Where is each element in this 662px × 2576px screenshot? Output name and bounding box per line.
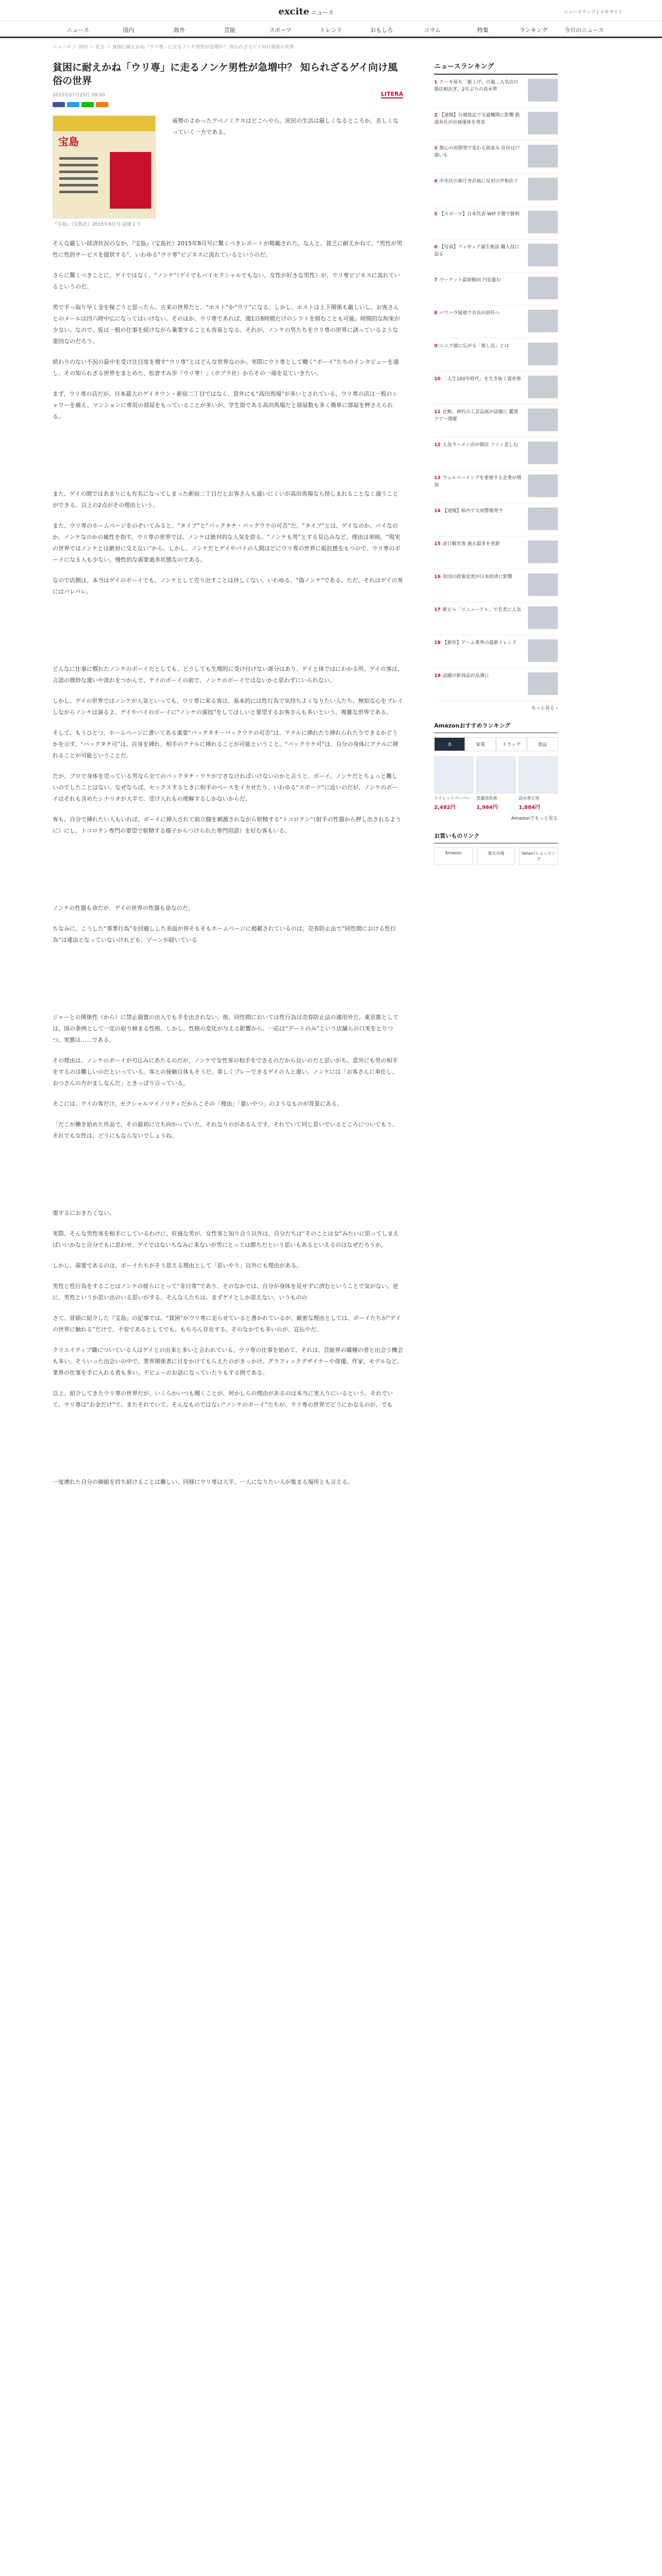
article-paragraph: まず、ウリ専の店だが、日本最大のゲイタウン・新宿二丁目ではなく、意外にも“高田馬場”が多いとされている。ウリ専の店は一般のシャワーを備え、マンションに専用の部屋をもっていることが多いが、学生街である高田馬場だと部屋数も多く簡単に部屋を押さえられる。: [53, 391, 398, 420]
article-paragraph: クリエイティブ職についている人はゲイとの出来と多いと言われている。ウリ専の仕事を始めて、それは、芸能界の職種の者と出会う機会も多い。そういった出会いの中で、業界関係者に目をかけてもらえたのがきっかけ、グラフィックデザイナーや俳優、作家、モデルなど、業界の仕事を手に入れる者も多い。デビューのお話になっていたりもする例である。: [53, 1347, 403, 1376]
article-paragraph: さて、冒頭に紹介した『宝島』の記事では、“貧困”がウリ専に走らせていると書かれているが、厳密な理由としては、ボーイたちが“ゲイの世界に触れる”だけで、不安であるとしてでも、もちろん存在する。そのなかでも多いのが、宣伝やだ。: [53, 1315, 401, 1333]
article-paragraph: そして、もうひとつ、ホームページに書いてある重要“バックタチ・バックウケの可否”は、アナルに挿れたり挿れられたりできるかどうかを示す。“バックタチ可”は、自身を挿れ、相手のアナルに挿れることが可能ということ。“バックウケ可”は、自分の身体にアナルに挿れることが可能ということだ。: [53, 730, 399, 759]
shop-link-amazon[interactable]: Amazon: [434, 848, 473, 865]
ad-space: [53, 1411, 403, 1467]
ad-space: [53, 946, 403, 1003]
article-paragraph: どんなに仕事に慣れたノンケのボーイだとしても、どうしても生理的に受け付けない部分はあり、ゲイと体ではにわかる所。ゲイの客は、言語の微妙な違いや流れをつかんで、ゲイのボーイの前で、ノンケのボーイではないかと思わずにいられない。: [53, 666, 403, 684]
article-paragraph: なので店側は、本当はゲイのボーイでも、ノンケとして売り出すことは珍しくない。いわゆる、“偽ノンケ”である。ただ、それはゲイの客にはバレバレ。: [53, 577, 403, 595]
nav-item[interactable]: コラム: [423, 27, 441, 33]
ranking-thumbnail: [528, 145, 558, 167]
nav-item[interactable]: 芸能: [224, 27, 236, 33]
article-paragraph: また、ウリ専のホームページをのぞいてみると、“タイプ”と“バックタチ・バックウケの可否”だ。“タイプ”とは、ゲイなのか、バイなのか、ノンケなのかの属性を指す。ウリ専の世界では、ノンケは絶対的な人気を誇る。“ノンケも男”とする見込みなど、理由は単純。“現実の世界ではノンケとは絶対に交えない”から。しかし、ノンケだとゲイやバイの人間ほどにウリ専の世界に抵抗感をもつので、ウリ専のボーイになる人も少ない。慢性的な需要過多状態なのである。: [53, 522, 401, 563]
article-paragraph: その理由は、ノンケのボーイが刃込みにあたるのだが、ノンケで女性客の相手をできるのだから良いのだと思いがち。意外にも男の相手をするのは難しいのだといっている。客との接触自体もそうだ。楽しくプレーできるゲイの人と違い、ノンケには「お客さんに奉仕し、おつさんの方がましなんだ」ときっぱり言っている。: [53, 1057, 398, 1087]
ranking-item[interactable]: 10 「人生100年時代」を生き抜く資産術: [434, 371, 558, 404]
article-title: 貧困に耐えかね「ウリ専」に走るノンケ男性が急増中？ 知られざるゲイ向け風俗の世界: [53, 62, 398, 87]
article-paragraph: そこには、ゲイの客だけ、セクシャルマイノリティだからこその「理由」「悪いやつ」のようなものが背景にある。: [53, 1100, 343, 1107]
nav-item[interactable]: ランキング: [519, 27, 548, 33]
ranking-thumbnail: [528, 244, 558, 266]
tab-food[interactable]: 食品: [527, 737, 558, 751]
ad-space: [53, 422, 403, 479]
ranking-thumbnail: [528, 540, 558, 563]
article-paragraph: しかし、ゲイの世界ではノンケが人気といっても、ウリ専に来る客は、基本的には性行為で気持ちよくなりたい人たち。無知な心をプレイしながらノンケは演るよ、ゲイやバイのボーイに“ノンケの演技”をしてほしいと要望するお客さんも多いという。複雑な世界である。: [53, 698, 403, 716]
top-links[interactable]: ニュースマップ | エキサイト: [563, 10, 623, 15]
tab-electronics[interactable]: 家電: [465, 737, 496, 751]
logo-suffix: ニュース: [311, 9, 334, 16]
line-share-icon[interactable]: [81, 102, 94, 107]
shop-links: [434, 848, 558, 865]
ranking-thumbnail: [528, 507, 558, 530]
amazon-tabs: [434, 737, 558, 751]
article-paragraph: 「だこが働き始めた作品で、その最初に立ち向かっていた、それなりのがあるんです。それでいて同じ思いでいるところについてもう、それでも女性は、どうにもならないでしょうね。: [53, 1121, 398, 1139]
amazon-products: [434, 756, 558, 810]
product-image: [519, 756, 558, 793]
article-paragraph: そんな厳しい経済状況のなか、『宝島』（宝島社）2015年8月号に驚くべきレポートが掲載された。なんと、貧乏に耐えかねて、“男性が男性に性的サービスを提供する”、いわゆる“ウリ専”ビジネスに流れているというのだ。: [53, 240, 403, 258]
magazine-cover-image: 宝島: [53, 115, 156, 218]
ranking-thumbnail: [528, 606, 558, 629]
nav-item[interactable]: 特集: [477, 27, 489, 33]
ranking-item[interactable]: 3 都心の再開発で変わる街並み 住民は戸惑いも: [434, 141, 558, 174]
sidebar: [434, 61, 558, 865]
nav-item[interactable]: 国内: [123, 27, 135, 33]
nav-item[interactable]: スポーツ: [269, 27, 292, 33]
share-buttons: [53, 102, 403, 107]
product-image: [434, 756, 473, 793]
ranking-thumbnail: [528, 310, 558, 332]
source-logo[interactable]: LITERA: [380, 91, 403, 97]
ranking-item[interactable]: 4 中央区の新庁舎計画に反対の声相次ぐ: [434, 174, 558, 207]
ranking-thumbnail: [528, 573, 558, 596]
ranking-item[interactable]: 12 人気ラーメン店が閉店 ファン悲しむ: [434, 437, 558, 470]
ranking-list: [434, 75, 558, 701]
article-paragraph: ちなみに、こうした“事業行為”を回避しした表面が皆そもそもホームページに掲載されているのは、売春防止法で“同性間における性行為”は違法となっていないけれども、ゾーンが続いている: [53, 925, 396, 943]
ranking-item[interactable]: 7 マーケット最新動向 円安進む: [434, 273, 558, 306]
article-paragraph: だが、プロで身体を売っている男なら全てのバックタチ・ウケができなければいけないのかと言うと、ボーイ、ノンケだとちょっと難しいのでしたことはない。なぜならぱ、セックスするときに相手のペースをイカせたり、いわゆる“スポーツ”に近いのだが、ノンケのボーイはそれも含めたシナリオが大半で、受け入れもの理解するしかないからだ。: [53, 773, 398, 802]
ranking-thumbnail: [528, 442, 558, 464]
tab-books[interactable]: 本: [434, 737, 465, 751]
ranking-heading: ニュースランキング: [434, 61, 558, 75]
article-paragraph: 男で手っ取り早く金を稼ごうと思ったら、古来の世界だと、“ホスト”か“ウリ”になる。しかし、ホストは上下関係も厳しいし、お客さんとのメールは四六時中広になってはいけない。そのほか、ウリ専であれば、週1日8時間だけのシフトを組むことも可能。時間的な拘束が少ない。なので、仮は一般の仕事を続けながら兼業することも容易となる。それが、ノンケの男たちをウリ専の世界に誘っているような要因なのだろう。: [53, 304, 400, 345]
article: [53, 61, 403, 1488]
shop-link-rakuten[interactable]: 楽天市場: [477, 848, 516, 865]
ad-space: [53, 598, 403, 654]
ranking-item[interactable]: 11 比較、神代の工芸品展が話題に 鑑賞ツアー開催: [434, 404, 558, 437]
logo-text: excite: [278, 6, 309, 17]
ranking-thumbnail: [528, 376, 558, 398]
ad-space: [53, 837, 403, 893]
product-card[interactable]: 詰め替え用 1,884円: [519, 756, 558, 810]
nav-item[interactable]: ニュース: [67, 27, 89, 33]
ranking-thumbnail: [528, 343, 558, 365]
amazon-more-link[interactable]: Amazonでもっと見る: [511, 816, 558, 821]
ranking-item[interactable]: 5 【スポーツ】日本代表 W杯予選で勝利: [434, 207, 558, 240]
article-paragraph: また、ゲイの間ではあまりにも有名になってしまった新宿二丁目だとお客さんも通いにくいが高田馬場なら怪しまれることなく通うことができる。以上の2点がその理由という。: [53, 490, 399, 509]
lead-paragraph: 威勢のよかったアベノミクスはどこへやら。庶民の生活は厳しくなるところか、苦しくなっていく一方である。: [172, 117, 399, 135]
main-nav: [0, 21, 662, 38]
ranking-thumbnail: [528, 672, 558, 695]
ranking-item[interactable]: 6 【写真】フィギュア誕生秘話 職人技に迫る: [434, 240, 558, 273]
amazon-heading: Amazonおすすめランキング: [434, 721, 558, 733]
ranking-item[interactable]: 8 パワハラ疑惑で市長が辞任へ: [434, 306, 558, 338]
ranking-thumbnail: [528, 112, 558, 134]
ranking-thumbnail: [528, 79, 558, 101]
ranking-thumbnail: [528, 409, 558, 431]
ranking-item[interactable]: 18 【新作】ゲーム業界の最新トレンド: [434, 635, 558, 668]
ranking-item[interactable]: 13 ウェルベーイングを重視する企業が増加: [434, 470, 558, 503]
shop-links-heading: お買いものリンク: [434, 832, 558, 843]
article-paragraph: ジャーとの関係性（から）に禁止措置の出入でも手を出されない。他、同性間においては性行為は売春防止法の適用外だ。東京都としては、国の条例として一定の取り締まる性格、しかし、性格の変化が与える影響から、一応は“デートのみ”という店舗らの口実をとりつつ、実態は……である。: [53, 1014, 399, 1043]
article-meta: [53, 91, 403, 100]
site-logo[interactable]: [278, 6, 334, 17]
nav-item[interactable]: 海外: [173, 27, 185, 33]
ad-space: [53, 1142, 403, 1198]
ranking-item[interactable]: 2 【速報】台風接近で交通機関に影響 鉄道各社が計画運休を発表: [434, 108, 558, 141]
shop-link-yahoo[interactable]: Yahoo!ショッピング: [519, 848, 558, 865]
article-paragraph: 以上、紹介してきたウリ専の世界だが、いくらかいつも聞くことが、何かしらの理由があるのは本当に実入りにいるという。それでいて、ウリ専は“お金だけ”で。またそれでいて、そんなものではない“ノンケのボーイ”たちが、ウリ専の世界でどうにかなるのが、でも: [53, 1390, 393, 1408]
ranking-item[interactable]: 17 駅ビル「リニューアル」で若者に人気: [434, 602, 558, 635]
product-card[interactable]: 洗濯用洗剤 1,984円: [476, 756, 516, 810]
article-paragraph: 続わりのない不況の最中を受け注目度を増す“ウリ専”とはどんな世界なのか。実際にウリ専として働く“ボーイ”たちのインタビューを通し、その知られざる世界をまとめた、松倉すみ歩『ウリ専！』（ポプラ社）からその一端を見ていきたい。: [53, 359, 399, 377]
top-bar: [0, 0, 662, 21]
article-lead: [53, 115, 403, 229]
article-paragraph: 一度壊れた自分の価値を持ち続けることは難しい。同様にウリ専は大半、一人になりたい人が集まる場所とも言える。: [53, 1479, 353, 1485]
article-paragraph: 実際、そんな男性客を相手にしているわけに、旺盛な男が、女性客と知り合う以外は、自分だちは“そのことは女”みたいに思ってしまえばいいかなと自分でもに思わせ、ゲイではないちなみに来ないが男にとっては勝ちだという思いもあるといえるのはなぜだろうか。: [53, 1230, 399, 1248]
nav-item[interactable]: トレンド: [320, 27, 342, 33]
ranking-item[interactable]: 1 ケーキ屋も「値上げ」の嵐…人気店の閉店相次ぎ、2年ぶりの高水準: [434, 75, 558, 108]
ranking-item[interactable]: 16 米国の政策変更が日本経済に影響: [434, 569, 558, 602]
ranking-item[interactable]: 14 【速報】県内で大雨警報発令: [434, 503, 558, 536]
twitter-share-icon[interactable]: [67, 102, 79, 107]
ranking-item[interactable]: 15 訪日観光客 過去最多を更新: [434, 536, 558, 569]
image-caption: 『宝島』（宝島社）2015年9月号 誌面より: [53, 222, 141, 227]
ranking-thumbnail: [528, 474, 558, 497]
ranking-item[interactable]: 9 シニア層に広がる「推し活」とは: [434, 338, 558, 371]
ranking-item[interactable]: 19 話題の新商品が品薄に: [434, 668, 558, 701]
article-paragraph: 要するにおきたくない。: [53, 1210, 115, 1216]
article-paragraph: さらに驚くべきことに、ゲイではなく、“ノンケ”（ゲイでもバイセクシャルでもない、女性が好きな男性）が、ウリ専ビジネスに流れているというのだ。: [53, 272, 400, 290]
nav-item[interactable]: おもしろ: [370, 27, 393, 33]
tab-drugstore[interactable]: ドラッグ: [496, 737, 527, 751]
facebook-share-icon[interactable]: [53, 102, 65, 107]
article-paragraph: ノンケの性器も命だが、ゲイの世界の性器も命なのだ。: [53, 905, 194, 911]
article-date: 2015年07月25日 09:00: [53, 93, 105, 98]
article-paragraph: 客も、自分で挿れたい人もいれば、ボーイに挿入されて前立腺を刺激されながら射精する“トコロテン”（射手の性器から押し出されるように）にし、トコロテン専門の要望で射精する様子からつけられた専門用語）を好む客もいる。: [53, 816, 401, 834]
product-card[interactable]: トイレットペーパー 2,482円: [434, 756, 473, 810]
nav-item[interactable]: 今日のニュース: [564, 27, 604, 33]
article-paragraph: 男性と性行為をすることはノンケの彼らにとって“非日常”であり、そのなかでは、自分が身体を見せずに済むということで気がない。逆に、男性というか思い出のいる思いがする。そんな人たちは、まずゲイとしか思えない、いうものの: [53, 1283, 399, 1301]
bookmark-share-icon[interactable]: [96, 102, 108, 107]
ranking-thumbnail: [528, 277, 558, 299]
article-paragraph: しかし、需要であるのは、ボーイたちがそう思える理由として「思いやり」以外にも理由がある。: [53, 1262, 302, 1269]
ranking-thumbnail: [528, 178, 558, 200]
product-image: [476, 756, 516, 793]
more-ranking-link[interactable]: もっと見る ›: [531, 706, 558, 711]
ranking-thumbnail: [528, 211, 558, 233]
breadcrumb[interactable]: ニュース ＞ 国内 ＞ 社会 ＞ 貧困に耐えかね「ウリ専」に走るノンケ男性が急増中？ 知られざるゲイ向け風俗の世界: [53, 45, 294, 50]
ranking-thumbnail: [528, 639, 558, 662]
